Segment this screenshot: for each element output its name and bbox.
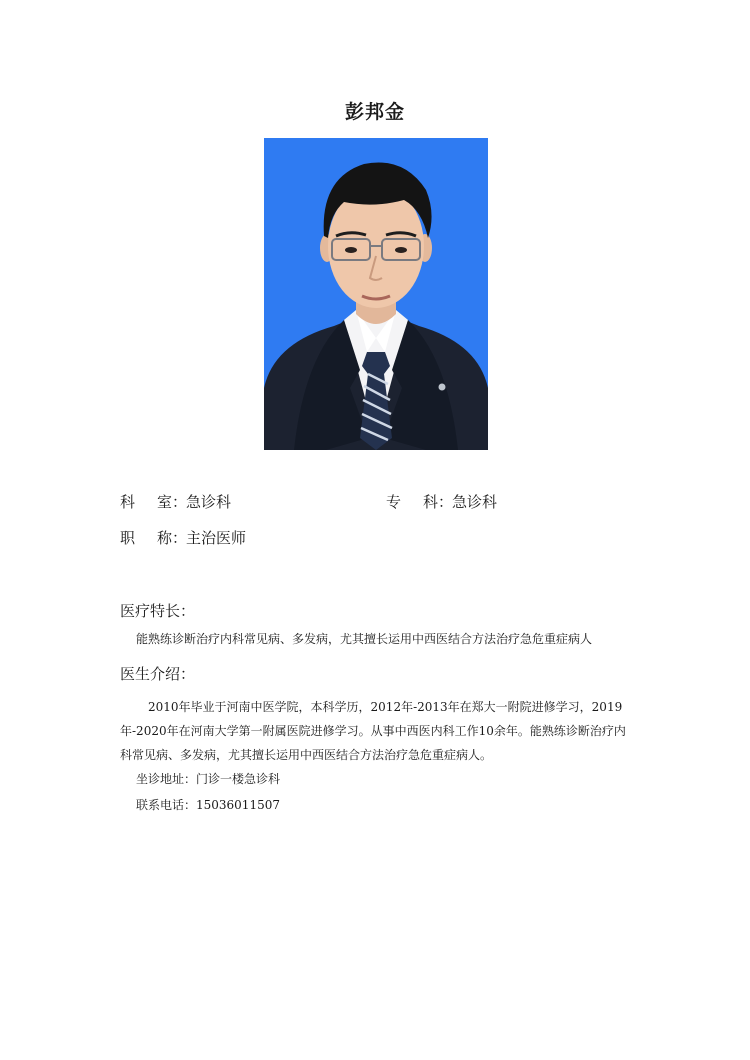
intro-heading: 医生介绍： — [120, 665, 196, 683]
title-row — [120, 527, 246, 548]
intro-text: 2010年毕业于河南中医学院，本科学历，2012年-2013年在郑大一附院进修学习，2019年-2020年在河南大学第一附属医院进修学习。从事中西医内科工作10余年。能熟练诊断治疗内科常见病、多发病，尤其擅长运用中西医结合方法治疗急危重症病人。 — [120, 700, 626, 762]
specialty-value: 急诊科 — [452, 493, 498, 511]
contact-phone: 联系电话：15036011507 — [136, 798, 280, 812]
professional-title-value: 主治医师 — [186, 529, 247, 547]
department-value: 急诊科 — [186, 493, 232, 511]
department-label: 科 室： — [120, 493, 188, 511]
doctor-portrait-photo — [264, 138, 488, 450]
specialty-row — [386, 491, 497, 512]
specialty-label: 专 科： — [386, 493, 454, 511]
expertise-heading: 医疗特长： — [120, 602, 196, 620]
expertise-text: 能熟练诊断治疗内科常见病、多发病，尤其擅长运用中西医结合方法治疗急危重症病人 — [136, 632, 593, 646]
professional-title-label: 职 称： — [120, 529, 188, 547]
department-row — [120, 491, 231, 512]
portrait-illustration — [264, 138, 488, 450]
clinic-address: 坐诊地址：门诊一楼急诊科 — [136, 772, 281, 786]
doctor-name-title: 彭邦金 — [344, 101, 405, 123]
